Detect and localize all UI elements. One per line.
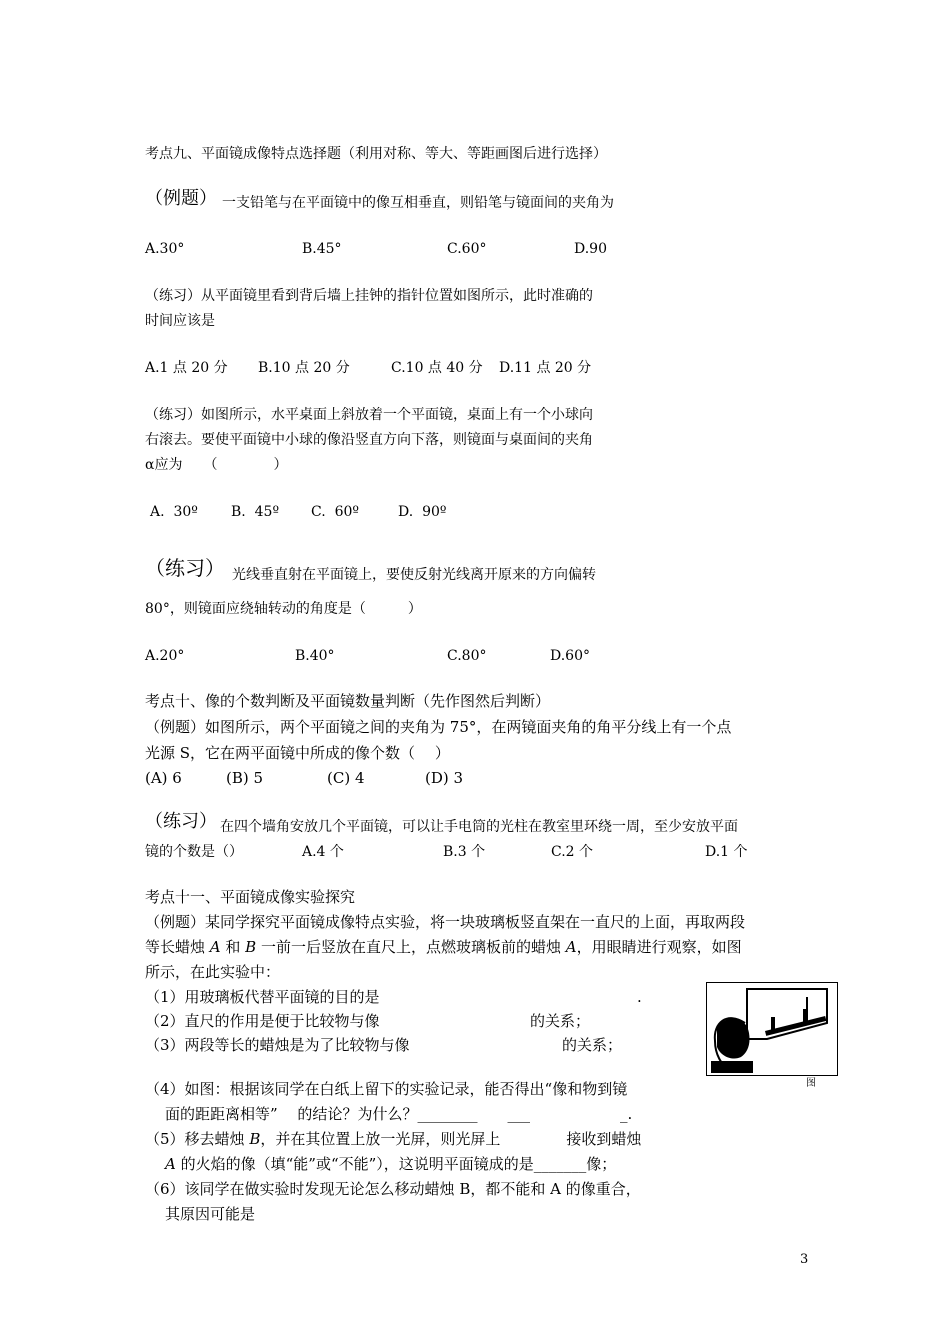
q9-4-opt-a: A.20° xyxy=(145,648,185,664)
q9-1-opt-d: D.90 xyxy=(574,241,607,257)
q9-1-opt-b: B.45° xyxy=(302,241,342,257)
q10-2-tag: （练习） xyxy=(145,811,217,832)
figure-caption: 图 xyxy=(806,1078,816,1089)
s11-intro-line1: （例题）某同学探究平面镜成像特点实验，将一块玻璃板竖直架在一直尺的上面，再取两段 xyxy=(145,913,746,931)
q10-2-opt-d: D.1 个 xyxy=(705,844,748,860)
q9-4-opt-d: D.60° xyxy=(550,648,590,664)
s11-part6-line1: （6）该同学在做实验时发现无论怎么移动蜡烛 B，都不能和 A 的像重合， xyxy=(145,1180,641,1198)
s11-intro-line2: 等长蜡烛 A 和 B 一前一后竖放在直尺上，点燃玻璃板前的蜡烛 A，用眼睛进行观察，如图 xyxy=(145,938,742,956)
s11-part1: （1）用玻璃板代替平面镜的目的是 xyxy=(145,988,380,1006)
q9-4-tag: （练习） xyxy=(145,556,225,580)
q9-2-opt-c: C.10 点 40 分 xyxy=(391,360,483,376)
q9-4-line2: 80°，则镜面应绕轴转动的角度是（ ） xyxy=(145,601,422,617)
q9-3-opt-d: D. 90º xyxy=(398,504,447,520)
q9-2-opt-d: D.11 点 20 分 xyxy=(499,360,592,376)
q10-1-opt-d: (D) 3 xyxy=(425,769,464,787)
section-9-title: 考点九、平面镜成像特点选择题（利用对称、等大、等距画图后进行选择） xyxy=(145,146,607,162)
q10-2-line2: 镜的个数是（） xyxy=(145,844,243,860)
q9-3-line3: α应为 （ ） xyxy=(145,457,288,473)
section-11-title: 考点十一、平面镜成像实验探究 xyxy=(145,888,356,906)
q10-1-opt-c: (C) 4 xyxy=(327,769,365,787)
q9-3-opt-a: A. 30º xyxy=(150,504,198,520)
s11-part3-end: 的关系； xyxy=(562,1036,623,1054)
q10-1-line2: 光源 S，它在两平面镜中所成的像个数（ ） xyxy=(145,744,450,762)
s11-part2: （2）直尺的作用是便于比较物与像 xyxy=(145,1012,380,1030)
q9-4-opt-c: C.80° xyxy=(447,648,487,664)
q9-2-opt-a: A.1 点 20 分 xyxy=(145,360,228,376)
s11-part3: （3）两段等长的蜡烛是为了比较物与像 xyxy=(145,1036,410,1054)
s11-intro-line3: 所示，在此实验中： xyxy=(145,963,281,981)
s11-part4-line2: 面的距距离相等” 的结论？为什么？________ ___ _. xyxy=(165,1105,633,1123)
q9-4-line1: 光线垂直射在平面镜上，要使反射光线离开原来的方向偏转 xyxy=(232,567,596,583)
q10-1-opt-a: (A) 6 xyxy=(145,769,182,787)
experiment-illustration xyxy=(707,983,837,1075)
q10-2-opt-c: C.2 个 xyxy=(551,844,594,860)
q10-1-opt-b: (B) 5 xyxy=(226,769,264,787)
experiment-figure xyxy=(706,982,838,1076)
q9-3-line2: 右滚去。要使平面镜中小球的像沿竖直方向下落，则镜面与桌面间的夹角 xyxy=(145,432,593,448)
q9-1-tag: （例题） xyxy=(145,188,217,209)
q9-2-opt-b: B.10 点 20 分 xyxy=(258,360,350,376)
q9-4-opt-b: B.40° xyxy=(295,648,335,664)
s11-part6-line2: 其原因可能是 xyxy=(165,1205,256,1223)
q9-3-line1: （练习）如图所示，水平桌面上斜放着一个平面镜，桌面上有一个小球向 xyxy=(145,407,593,423)
q9-1-opt-c: C.60° xyxy=(447,241,487,257)
q9-1-text: 一支铅笔与在平面镜中的像互相垂直，则铅笔与镜面间的夹角为 xyxy=(222,195,614,211)
q9-2-line1: （练习）从平面镜里看到背后墙上挂钟的指针位置如图所示，此时准确的 xyxy=(145,288,593,304)
q10-2-opt-a: A.4 个 xyxy=(302,844,344,860)
s11-part2-end: 的关系； xyxy=(530,1012,591,1030)
q10-2-opt-b: B.3 个 xyxy=(443,844,486,860)
s11-part5-line2: A 的火焰的像（填“能”或“不能”），这说明平面镜成的是_______像； xyxy=(165,1155,617,1173)
q10-2-line1: 在四个墙角安放几个平面镜，可以让手电筒的光柱在教室里环绕一周，至少安放平面 xyxy=(220,819,738,835)
q10-1-line1: （例题）如图所示，两个平面镜之间的夹角为 75°，在两镜面夹角的角平分线上有一个点 xyxy=(145,718,732,736)
s11-part4-line1: （4）如图：根据该同学在白纸上留下的实验记录，能否得出“像和物到镜 xyxy=(145,1080,628,1098)
section-10-title: 考点十、像的个数判断及平面镜数量判断（先作图然后判断） xyxy=(145,692,551,710)
s11-part1-end: . xyxy=(637,988,642,1006)
q9-3-opt-b: B. 45º xyxy=(231,504,280,520)
s11-part5-line1: （5）移去蜡烛 B，并在其位置上放一光屏，则光屏上 接收到蜡烛 xyxy=(145,1130,642,1148)
q9-2-line2: 时间应该是 xyxy=(145,313,215,329)
q9-1-opt-a: A.30° xyxy=(145,241,185,257)
page-number: 3 xyxy=(800,1252,809,1267)
q9-3-opt-c: C. 60º xyxy=(311,504,359,520)
